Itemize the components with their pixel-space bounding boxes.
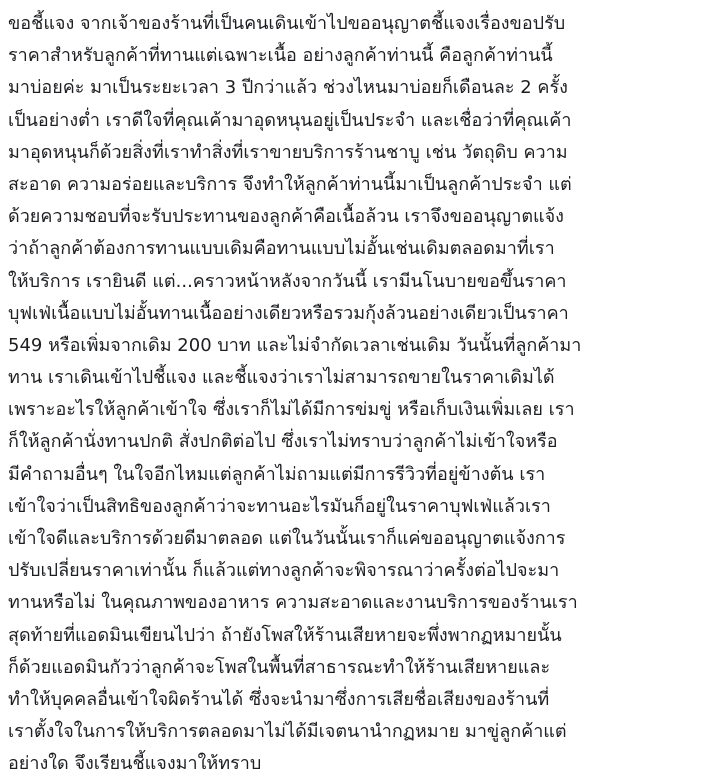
post-line: ให้บริการ เรายินดี แต่...คราวหน้าหลังจากวันนี้ เรามีนโนบายขอขึ้นราคา [8, 270, 567, 292]
post-line: อย่างใด จึงเรียนชี้แจงมาให้ทราบ [8, 753, 262, 775]
post-line: มาบ่อยค่ะ มาเป็นระยะเวลา 3 ปีกว่าแล้ว ช่วงไหนมาบ่อยก็เดือนละ 2 ครั้ง [8, 77, 568, 99]
post-line: ว่าถ้าลูกค้าต้องการทานแบบเดิมคือทานแบบไม่อั้นเช่นเดิมตลอดมาที่เรา [8, 238, 555, 260]
post-line: มีคำถามอื่นๆ ในใจอีกไหมแต่ลูกค้าไม่ถามแต่มีการรีวิวที่อยู่ข้างต้น เรา [8, 463, 546, 485]
post-line: ราคาสำหรับลูกค้าที่ทานแต่เฉพาะเนื้อ อย่างลูกค้าท่านนี้ คือลูกค้าท่านนี้ [8, 45, 553, 67]
post-line: ทาน เราเดินเข้าไปชี้แจง และชี้แจงว่าเราไม่สามารถขายในราคาเดิมได้ [8, 367, 555, 389]
post-line: สุดท้ายที่แอดมินเขียนไปว่า ถ้ายังโพสให้ร้านเสียหายจะพึ่งพากฏหมายนั้น [8, 624, 562, 646]
post-line: ก็ด้วยแอดมินกัวว่าลูกค้าจะโพสในพื้นที่สาธารณะทำให้ร้านเสียหายและ [8, 656, 551, 678]
post-line: ปรับเปลี่ยนราคาเท่านั้น ก็แล้วแต่ทางลูกค้าจะพิจารณาว่าครั้งต่อไปจะมา [8, 560, 560, 582]
post-line: ทำให้บุคคลอื่นเข้าใจผิดร้านได้ ซึ่งจะนำมาซึ่งการเสียชื่อเสียงของร้านที่ [8, 688, 550, 710]
post-text [8, 8, 698, 775]
post-line: เราตั้งใจในการให้บริการตลอดมาไม่ได้มีเจตนานำกฏหมาย มาขู่ลูกค้าแต่ [8, 721, 567, 743]
post-line: ด้วยความชอบที่จะรับประทานของลูกค้าคือเนื้อล้วน เราจึงขออนุญาตแจ้ง [8, 206, 564, 228]
post-line: เพราะอะไรให้ลูกค้าเข้าใจ ซึ่งเราก็ไม่ได้มีการข่มขู่ หรือเก็บเงินเพิ่มเลย เรา [8, 399, 575, 421]
post-line: เข้าใจดีและบริการด้วยดีมาตลอด แต่ในวันนั้นเราก็แค่ขออนุญาตแจ้งการ [8, 528, 566, 549]
post-line: ก็ให้ลูกค้านั่งทานปกติ สั่งปกติต่อไป ซึ่งเราไม่ทราบว่าลูกค้าไม่เข้าใจหรือ [8, 431, 558, 453]
post-line: บุฟเฟ่เนื้อแบบไม่อั้นทานเนื้ออย่างเดียวหรือรวมกุ้งล้วนอย่างเดียวเป็นราคา [8, 302, 569, 324]
post-line: 549 หรือเพิ่มจากเดิม 200 บาท และไม่จำกัดเวลาเช่นเดิม วันนั้นที่ลูกค้ามา [8, 334, 582, 356]
post-line: เข้าใจว่าเป็นสิทธิของลูกค้าว่าจะทานอะไรมันก็อยู่ในราคาบุฟเฟ่แล้วเรา [8, 495, 551, 517]
post-line: สะอาด ความอร่อยและบริการ จึงทำให้ลูกค้าท่านนี้มาเป็นลูกค้าประจำ แต่ [8, 173, 572, 195]
post-line: ทานหรือไม่ ในคุณภาพของอาหาร ความสะอาดและงานบริการของร้านเรา [8, 592, 578, 614]
post-line: เป็นอย่างต่ำ เราดีใจที่คุณเค้ามาอุดหนุนอยู่เป็นประจำ และเชื่อว่าที่คุณเค้า [8, 109, 572, 131]
post-line: มาอุดหนุนก็ด้วยสิ่งที่เราทำสิ่งที่เราขายบริการร้านชาบู เช่น วัตถุดิบ ความ [8, 141, 568, 163]
post-line: ขอชี้แจง จากเจ้าของร้านที่เป็นคนเดินเข้าไปขออนุญาตชี้แจงเรื่องขอปรับ [8, 13, 566, 34]
